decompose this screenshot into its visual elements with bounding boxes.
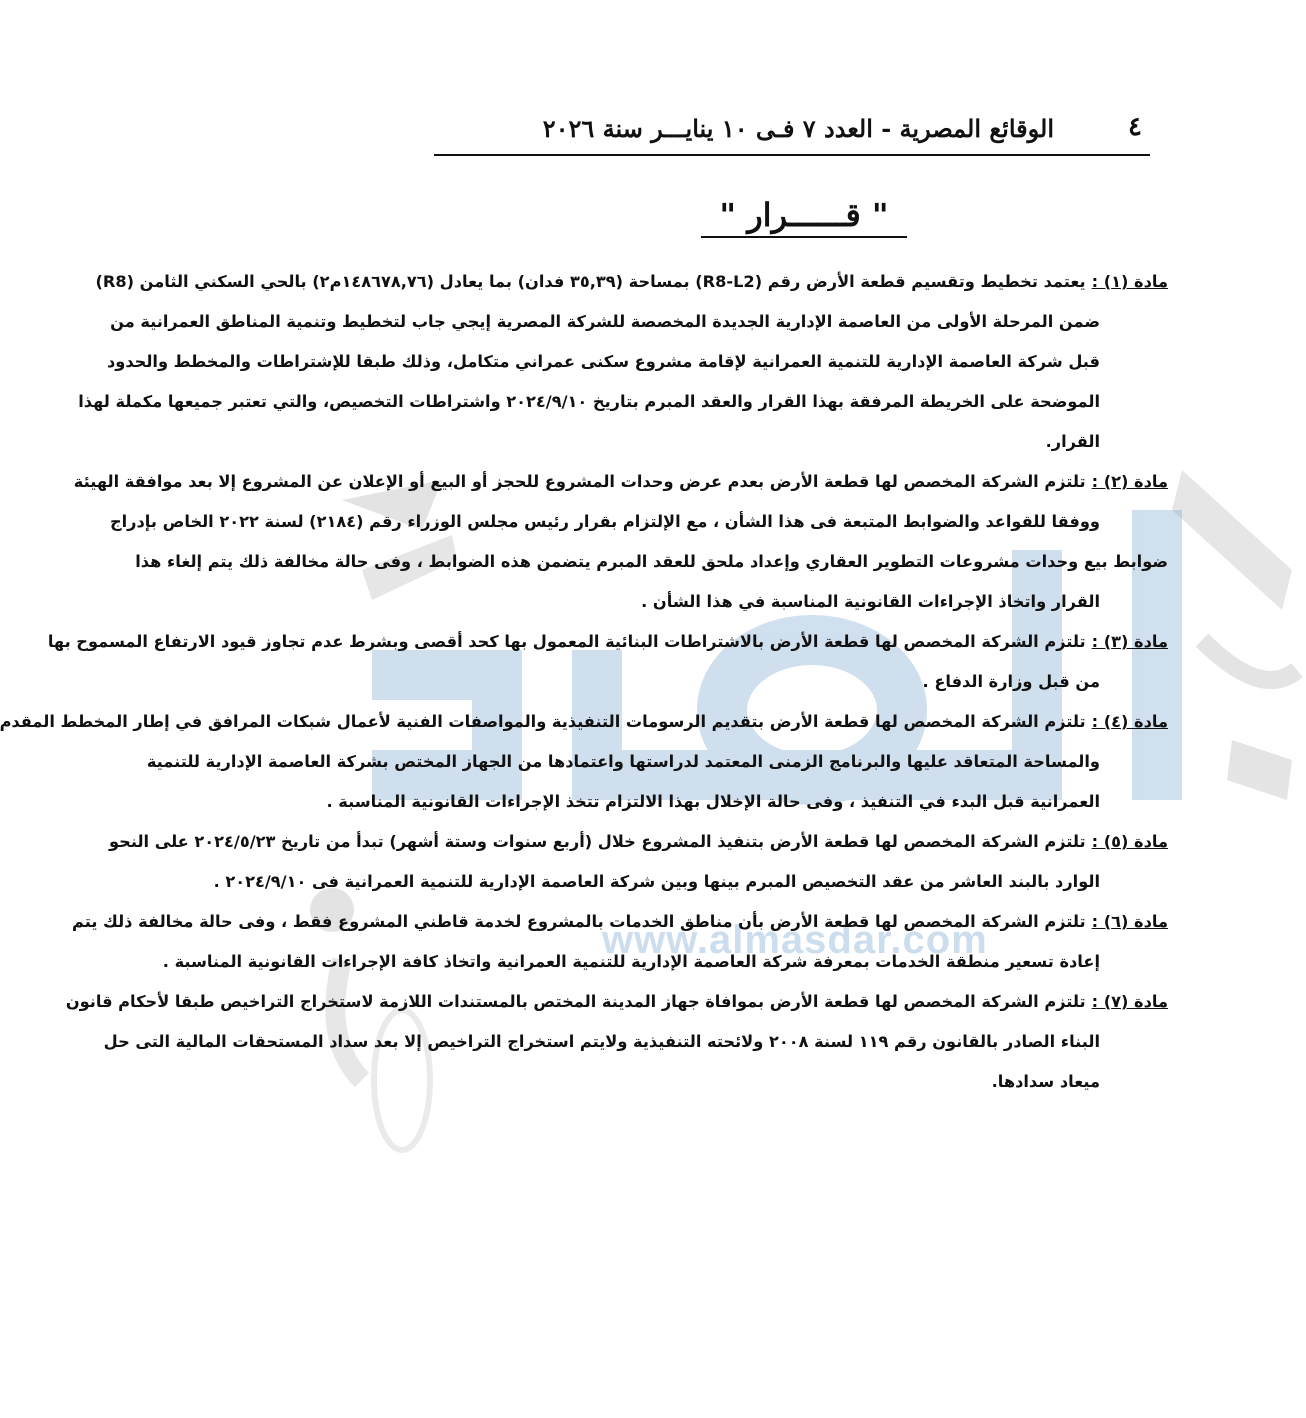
article-label: مادة (٧) : bbox=[1091, 992, 1168, 1011]
article-line: البناء الصادر بالقانون رقم ١١٩ لسنة ٢٠٠٨ ولائحته التنفيذية ولايتم استخراج التراخيص إلا بعد سداد المستحقات المالية التى حل bbox=[103, 1032, 1100, 1051]
article-label: مادة (١) : bbox=[1091, 272, 1168, 291]
article-line: القرار. bbox=[1045, 432, 1100, 451]
gazette-header-title: الوقائع المصرية - العدد ٧ فـى ١٠ ينايـــر سنة ٢٠٢٦ bbox=[542, 114, 1054, 143]
article-1 bbox=[78, 262, 1168, 462]
article-line: مادة (٣) :تلتزم الشركة المخصص لها قطعة الأرض بالاشتراطات البنائية المعمول بها كحد أقصى وبشرط عدم تجاوز قيود الارتفاع المسموح بها bbox=[430, 622, 1168, 662]
article-line: مادة (٤) :تلتزم الشركة المخصص لها قطعة الأرض بتقديم الرسومات التنفيذية والمواصفات الفنية لأعمال شبكات المرافق في إطار المخطط المقدم bbox=[430, 702, 1168, 742]
article-label: مادة (٢) : bbox=[1091, 472, 1168, 491]
article-line: القرار واتخاذ الإجراءات القانونية المناسبة في هذا الشأن . bbox=[641, 592, 1100, 611]
article-7 bbox=[65, 982, 1168, 1102]
article-label: مادة (٦) : bbox=[1091, 912, 1168, 931]
watermark-url: www.almasdar.com bbox=[602, 918, 988, 962]
article-line: ووفقا للقواعد والضوابط المتبعة فى هذا الشأن ، مع الإلتزام بقرار رئيس مجلس الوزراء رقم (٢١٨٤) لسنة ٢٠٢٢ الخاص بإدراج bbox=[109, 512, 1100, 531]
article-line: الموضحة على الخريطة المرفقة بهذا القرار والعقد المبرم بتاريخ ٢٠٢٤/٩/١٠ واشتراطات التخصيص، والتي تعتبر جميعها مكملة لهذا bbox=[78, 392, 1100, 411]
article-line: قبل شركة العاصمة الإدارية للتنمية العمرانية لإقامة مشروع سكنى عمراني متكامل، وذلك طبقا للإشتراطات والمخطط والحدود bbox=[106, 352, 1100, 371]
article-2 bbox=[73, 462, 1168, 622]
article-line: ضوابط بيع وحدات مشروعات التطوير العقاري وإعداد ملحق للعقد المبرم يتضمن هذه الضوابط ، وفى حالة مخالفة ذلك يتم إلغاء هذا bbox=[135, 552, 1168, 571]
article-line: والمساحة المتعاقد عليها والبرنامج الزمنى المعتمد لدراستها واعتمادها من الجهاز المختص بشركة العاصمة الإدارية للتنمية bbox=[146, 752, 1100, 771]
decision-body bbox=[0, 262, 1168, 1102]
article-6 bbox=[72, 902, 1168, 982]
article-line: مادة (٧) :تلتزم الشركة المخصص لها قطعة الأرض بموافاة جهاز المدينة المختص بالمستندات اللازمة لاستخراج التراخيص طبقا لأحكام قانون bbox=[430, 982, 1168, 1022]
article-line: الوارد بالبند العاشر من عقد التخصيص المبرم بينها وبين شركة العاصمة الإدارية للتنمية العمرانية فى ٢٠٢٤/٩/١٠ . bbox=[213, 872, 1100, 891]
decision-title-text: " قــــــرار " bbox=[701, 196, 906, 238]
article-label: مادة (٥) : bbox=[1091, 832, 1168, 851]
article-line: إعادة تسعير منطقة الخدمات بمعرفة شركة العاصمة الإدارية للتنمية العمرانية واتخاذ كافة الإجراءات القانونية المناسبة . bbox=[162, 952, 1100, 971]
article-line: مادة (٦) :تلتزم الشركة المخصص لها قطعة الأرض بأن مناطق الخدمات بالمشروع لخدمة قاطني المشروع فقط ، وفى حالة مخالفة ذلك يتم bbox=[430, 902, 1168, 942]
article-line: مادة (٢) :تلتزم الشركة المخصص لها قطعة الأرض بعدم عرض وحدات المشروع للحجز أو البيع أو الإعلان عن المشروع إلا بعد موافقة الهيئة bbox=[430, 462, 1168, 502]
article-label: مادة (٤) : bbox=[1091, 712, 1168, 731]
article-line: العمرانية قبل البدء في التنفيذ ، وفى حالة الإخلال بهذا الالتزام تتخذ الإجراءات القانونية المناسبة . bbox=[326, 792, 1100, 811]
article-line: ضمن المرحلة الأولى من العاصمة الإدارية الجديدة المخصصة للشركة المصرية إيجي جاب لتخطيط وتنمية المناطق العمرانية من bbox=[110, 312, 1100, 331]
page-number: ٤ bbox=[1128, 112, 1142, 142]
article-line: من قبل وزارة الدفاع . bbox=[922, 672, 1100, 691]
decision-title bbox=[302, 196, 1306, 234]
article-5 bbox=[109, 822, 1168, 902]
article-3 bbox=[47, 622, 1168, 702]
article-line: مادة (١) :يعتمد تخطيط وتقسيم قطعة الأرض رقم (R8-L2) بمساحة (٣٥,٣٩ فدان) بما يعادل (١٤٨٦٧٨,٧٦م٢) بالحي السكني الثامن (R8) bbox=[430, 262, 1168, 302]
article-line: مادة (٥) :تلتزم الشركة المخصص لها قطعة الأرض بتنفيذ المشروع خلال (أربع سنوات وستة أشهر) تبدأ من تاريخ ٢٠٢٤/٥/٢٣ على النحو bbox=[430, 822, 1168, 862]
gazette-header bbox=[434, 110, 1150, 156]
article-line: ميعاد سدادها. bbox=[991, 1072, 1100, 1091]
article-label: مادة (٣) : bbox=[1091, 632, 1168, 651]
article-4 bbox=[0, 702, 1168, 822]
